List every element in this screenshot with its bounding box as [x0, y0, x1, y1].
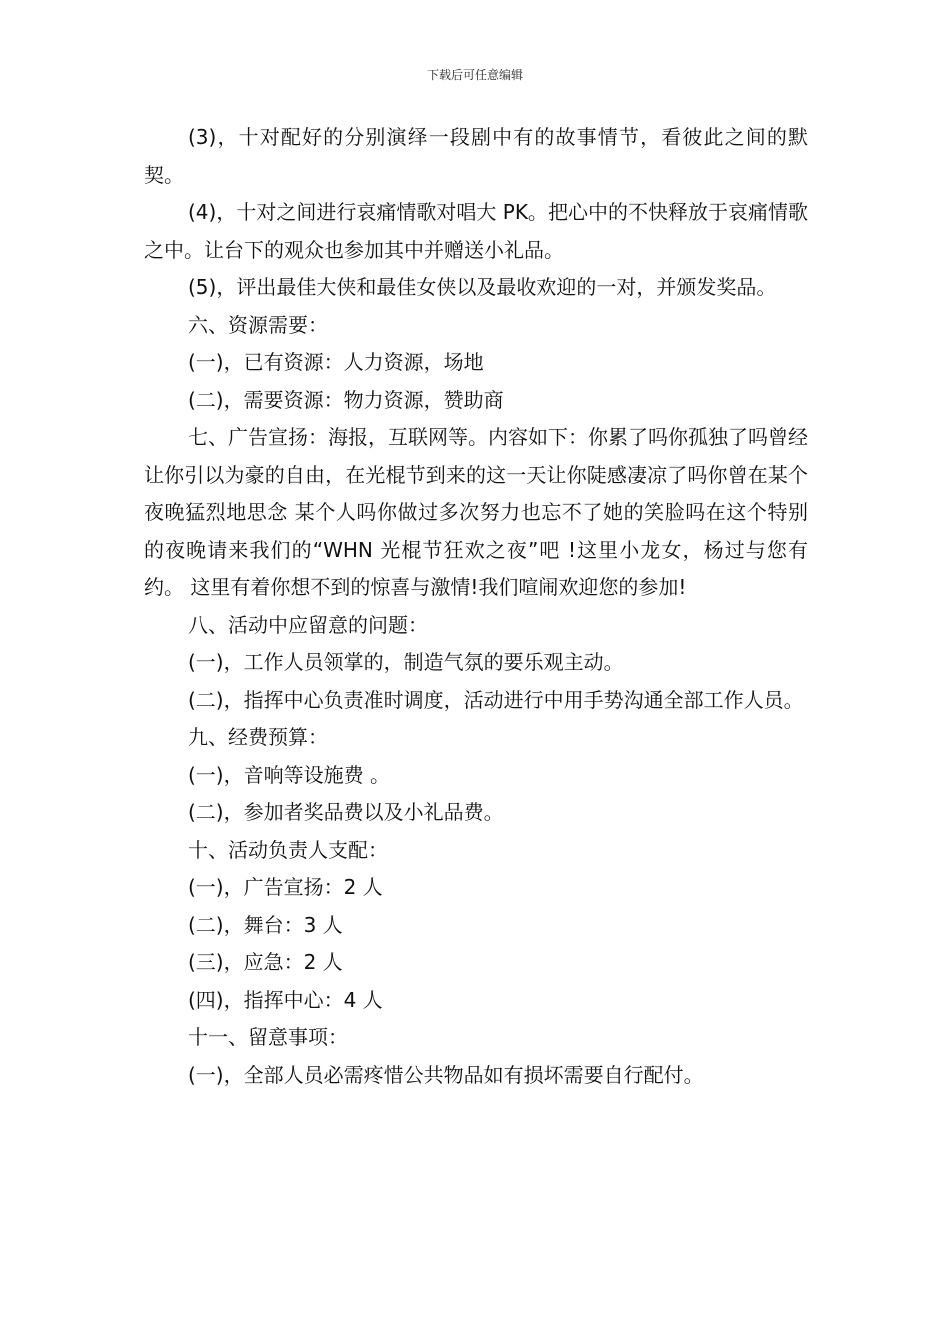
paragraph: (一)，音响等设施费 。 [188, 762, 390, 787]
paragraph: (二)，需要资源：物力资源，赞助商 [188, 387, 504, 412]
document-body [144, 119, 808, 1094]
page-header: 下载后可任意编辑 [426, 68, 523, 82]
paragraph: (5)，评出最佳大侠和最佳女侠以及最收欢迎的一对，并颁发奖品。 [188, 275, 777, 299]
section-heading: 六、资源需要： [188, 312, 328, 337]
paragraph: (3)，十对配好的分别演绎一段剧中有的故事情节，看彼此之间的默契。 [144, 125, 808, 187]
paragraph: 七、广告宣扬：海报，互联网等。内容如下：你累了吗你孤独了吗曾经让你引以为豪的自由，在光棍节到来的这一天让你陡感凄凉了吗你曾在某个夜晚猛烈地思念 某个人吗你做过多次努力也忘不了她的笑脸吗在这个特别的夜晚请来我们的“WHN 光棍节狂欢之夜”吧 !这里小龙女，杨过与您有约。 这里有着你想不到的惊喜与激情!我们喧闹欢迎您的参加! [144, 425, 808, 599]
section-heading: 十一、留意事项： [188, 1025, 348, 1049]
paragraph: (一)，全部人员必需疼惜公共物品如有损坏需要自行配付。 [188, 1062, 704, 1087]
paragraph: (一)，工作人员领掌的，制造气氛的要乐观主动。 [188, 650, 624, 674]
paragraph: (一)，广告宣扬：2 人 [188, 875, 383, 899]
paragraph: (四)，指挥中心：4 人 [188, 987, 383, 1012]
paragraph: (4)，十对之间进行哀痛情歌对唱大 PK。把心中的不快释放于哀痛情歌之中。让台下的观众也参加其中并赠送小礼品。 [144, 200, 808, 262]
paragraph: (二)，参加者奖品费以及小礼品费。 [188, 800, 504, 824]
section-heading: 八、活动中应留意的问题： [188, 612, 428, 637]
paragraph: (三)，应急：2 人 [188, 950, 343, 974]
section-heading: 十、活动负责人支配： [188, 837, 388, 862]
section-heading: 九、经费预算： [188, 725, 328, 749]
paragraph: (一)，已有资源：人力资源，场地 [188, 350, 484, 374]
paragraph: (二)，指挥中心负责准时调度，活动进行中用手势沟通全部工作人员。 [188, 687, 804, 712]
paragraph: (二)，舞台：3 人 [188, 912, 343, 937]
